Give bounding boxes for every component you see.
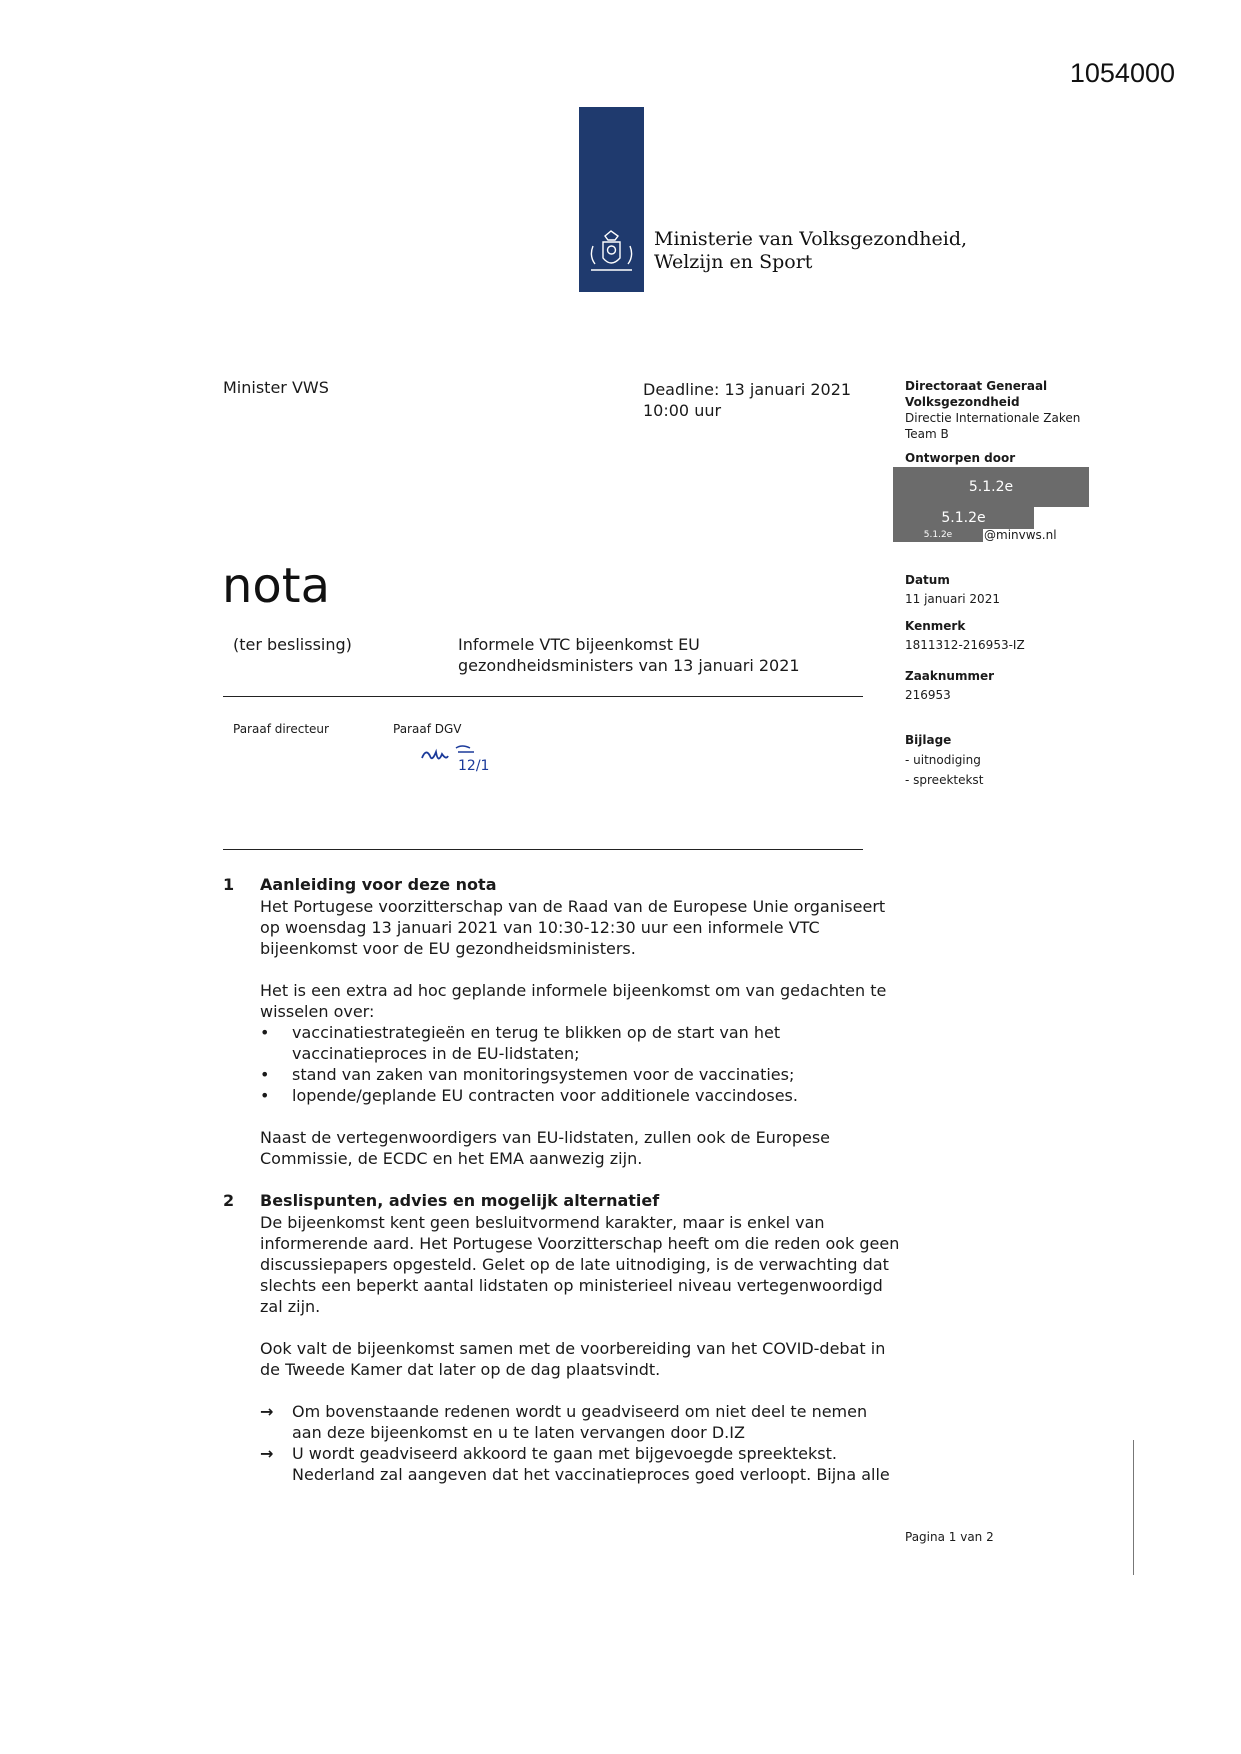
section2-title: Beslispunten, advies en mogelijk alternatief: [260, 1191, 660, 1210]
kenmerk-label: Kenmerk: [905, 619, 966, 633]
section1-number: 1: [223, 875, 235, 894]
page-number: Pagina 1 van 2: [905, 1530, 994, 1544]
ministry-line1: Ministerie van Volksgezondheid,: [654, 228, 968, 250]
designed-by-label: Ontworpen door: [905, 451, 1016, 465]
section1-body: [260, 896, 900, 1169]
signature-date: 12/1: [458, 758, 490, 772]
list-item: → Om bovenstaande redenen wordt u geadviseerd om niet deel te nemen aan deze bijeenkomst en u te laten vervangen door D.IZ: [260, 1401, 900, 1443]
sidebar-organisation: [905, 378, 1080, 442]
recipient: Minister VWS: [223, 378, 329, 397]
org-line3: Directie Internationale Zaken: [905, 411, 1081, 425]
section1-p1: Het Portugese voorzitterschap van de Raad van de Europese Unie organiseert op woensdag 13 januari 2021 van 10:30-12:30 uur een informele VTC bijeenkomst voor de EU gezondheidsministers.: [260, 897, 886, 958]
redaction-block: 5.1.2e: [893, 529, 983, 542]
paraaf-dgv: Paraaf DGV: [393, 722, 462, 736]
deadline-date: Deadline: 13 januari 2021: [643, 380, 852, 399]
section2-p2: Ook valt de bijeenkomst samen met de voorbereiding van het COVID-debat in de Tweede Kamer dat later op de dag plaatsvindt.: [260, 1339, 886, 1379]
document-title: nota: [222, 558, 331, 614]
handwritten-initials: [418, 740, 490, 772]
paraaf-directeur: Paraaf directeur: [233, 722, 329, 736]
redaction-block: 5.1.2e: [893, 507, 1034, 529]
section1-title: Aanleiding voor deze nota: [260, 875, 497, 894]
org-line2: Volksgezondheid: [905, 395, 1020, 409]
section1-p2: Het is een extra ad hoc geplande informele bijeenkomst om van gedachten te wisselen over:: [260, 981, 887, 1021]
deadline: [643, 379, 851, 421]
ministry-name: [654, 228, 967, 274]
bijlage-item: - uitnodiging: [905, 753, 981, 767]
bijlage-label: Bijlage: [905, 733, 952, 747]
ministry-line2: Welzijn en Sport: [654, 251, 813, 273]
ministry-logo: [579, 107, 644, 292]
email-suffix: @minvws.nl: [984, 528, 1057, 542]
redaction-block: 5.1.2e: [893, 467, 1089, 507]
org-line4: Team B: [905, 427, 949, 441]
org-line1: Directoraat Generaal: [905, 379, 1048, 393]
document-id: 1054000: [1069, 58, 1175, 88]
section2-body: [260, 1212, 900, 1485]
subject-line2: gezondheidsministers van 13 januari 2021: [458, 656, 800, 675]
section1-p3: Naast de vertegenwoordigers van EU-lidstaten, zullen ook de Europese Commissie, de ECDC en het EMA aanwezig zijn.: [260, 1128, 831, 1168]
bijlage-item: - spreektekst: [905, 773, 984, 787]
document-type: (ter beslissing): [233, 635, 352, 654]
list-item: • lopende/geplande EU contracten voor additionele vaccindoses.: [260, 1085, 900, 1106]
margin-line: [1133, 1440, 1134, 1575]
list-item: • vaccinatiestrategieën en terug te blikken op de start van het vaccinatieproces in de EU-lidstaten;: [260, 1022, 900, 1064]
kenmerk-value: 1811312-216953-IZ: [905, 638, 1025, 652]
zaaknummer-value: 216953: [905, 688, 951, 702]
list-item: • stand van zaken van monitoringsystemen voor de vaccinaties;: [260, 1064, 900, 1085]
divider: [223, 696, 863, 697]
datum-label: Datum: [905, 573, 950, 587]
subject-line1: Informele VTC bijeenkomst EU: [458, 635, 700, 654]
document-subject: [458, 634, 800, 676]
datum-value: 11 januari 2021: [905, 592, 1000, 606]
zaaknummer-label: Zaaknummer: [905, 669, 995, 683]
section2-p1: De bijeenkomst kent geen besluitvormend karakter, maar is enkel van informerende aard. Het Portugese Voorzitterschap heeft om die reden ook geen discussiepapers opgesteld. Gelet op de late uitnodiging, is de verwachting dat slechts een beperkt aantal lidstaten op ministerieel niveau vertegenwoordigd zal zijn.: [260, 1213, 900, 1316]
list-item: → U wordt geadviseerd akkoord te gaan met bijgevoegde spreektekst. Nederland zal aangeven dat het vaccinatieproces goed verloopt. Bijna alle: [260, 1443, 900, 1485]
section2-number: 2: [223, 1191, 235, 1210]
crest-icon: [585, 228, 638, 278]
divider: [223, 849, 863, 850]
deadline-time: 10:00 uur: [643, 401, 722, 420]
signature-icon: [418, 740, 490, 772]
